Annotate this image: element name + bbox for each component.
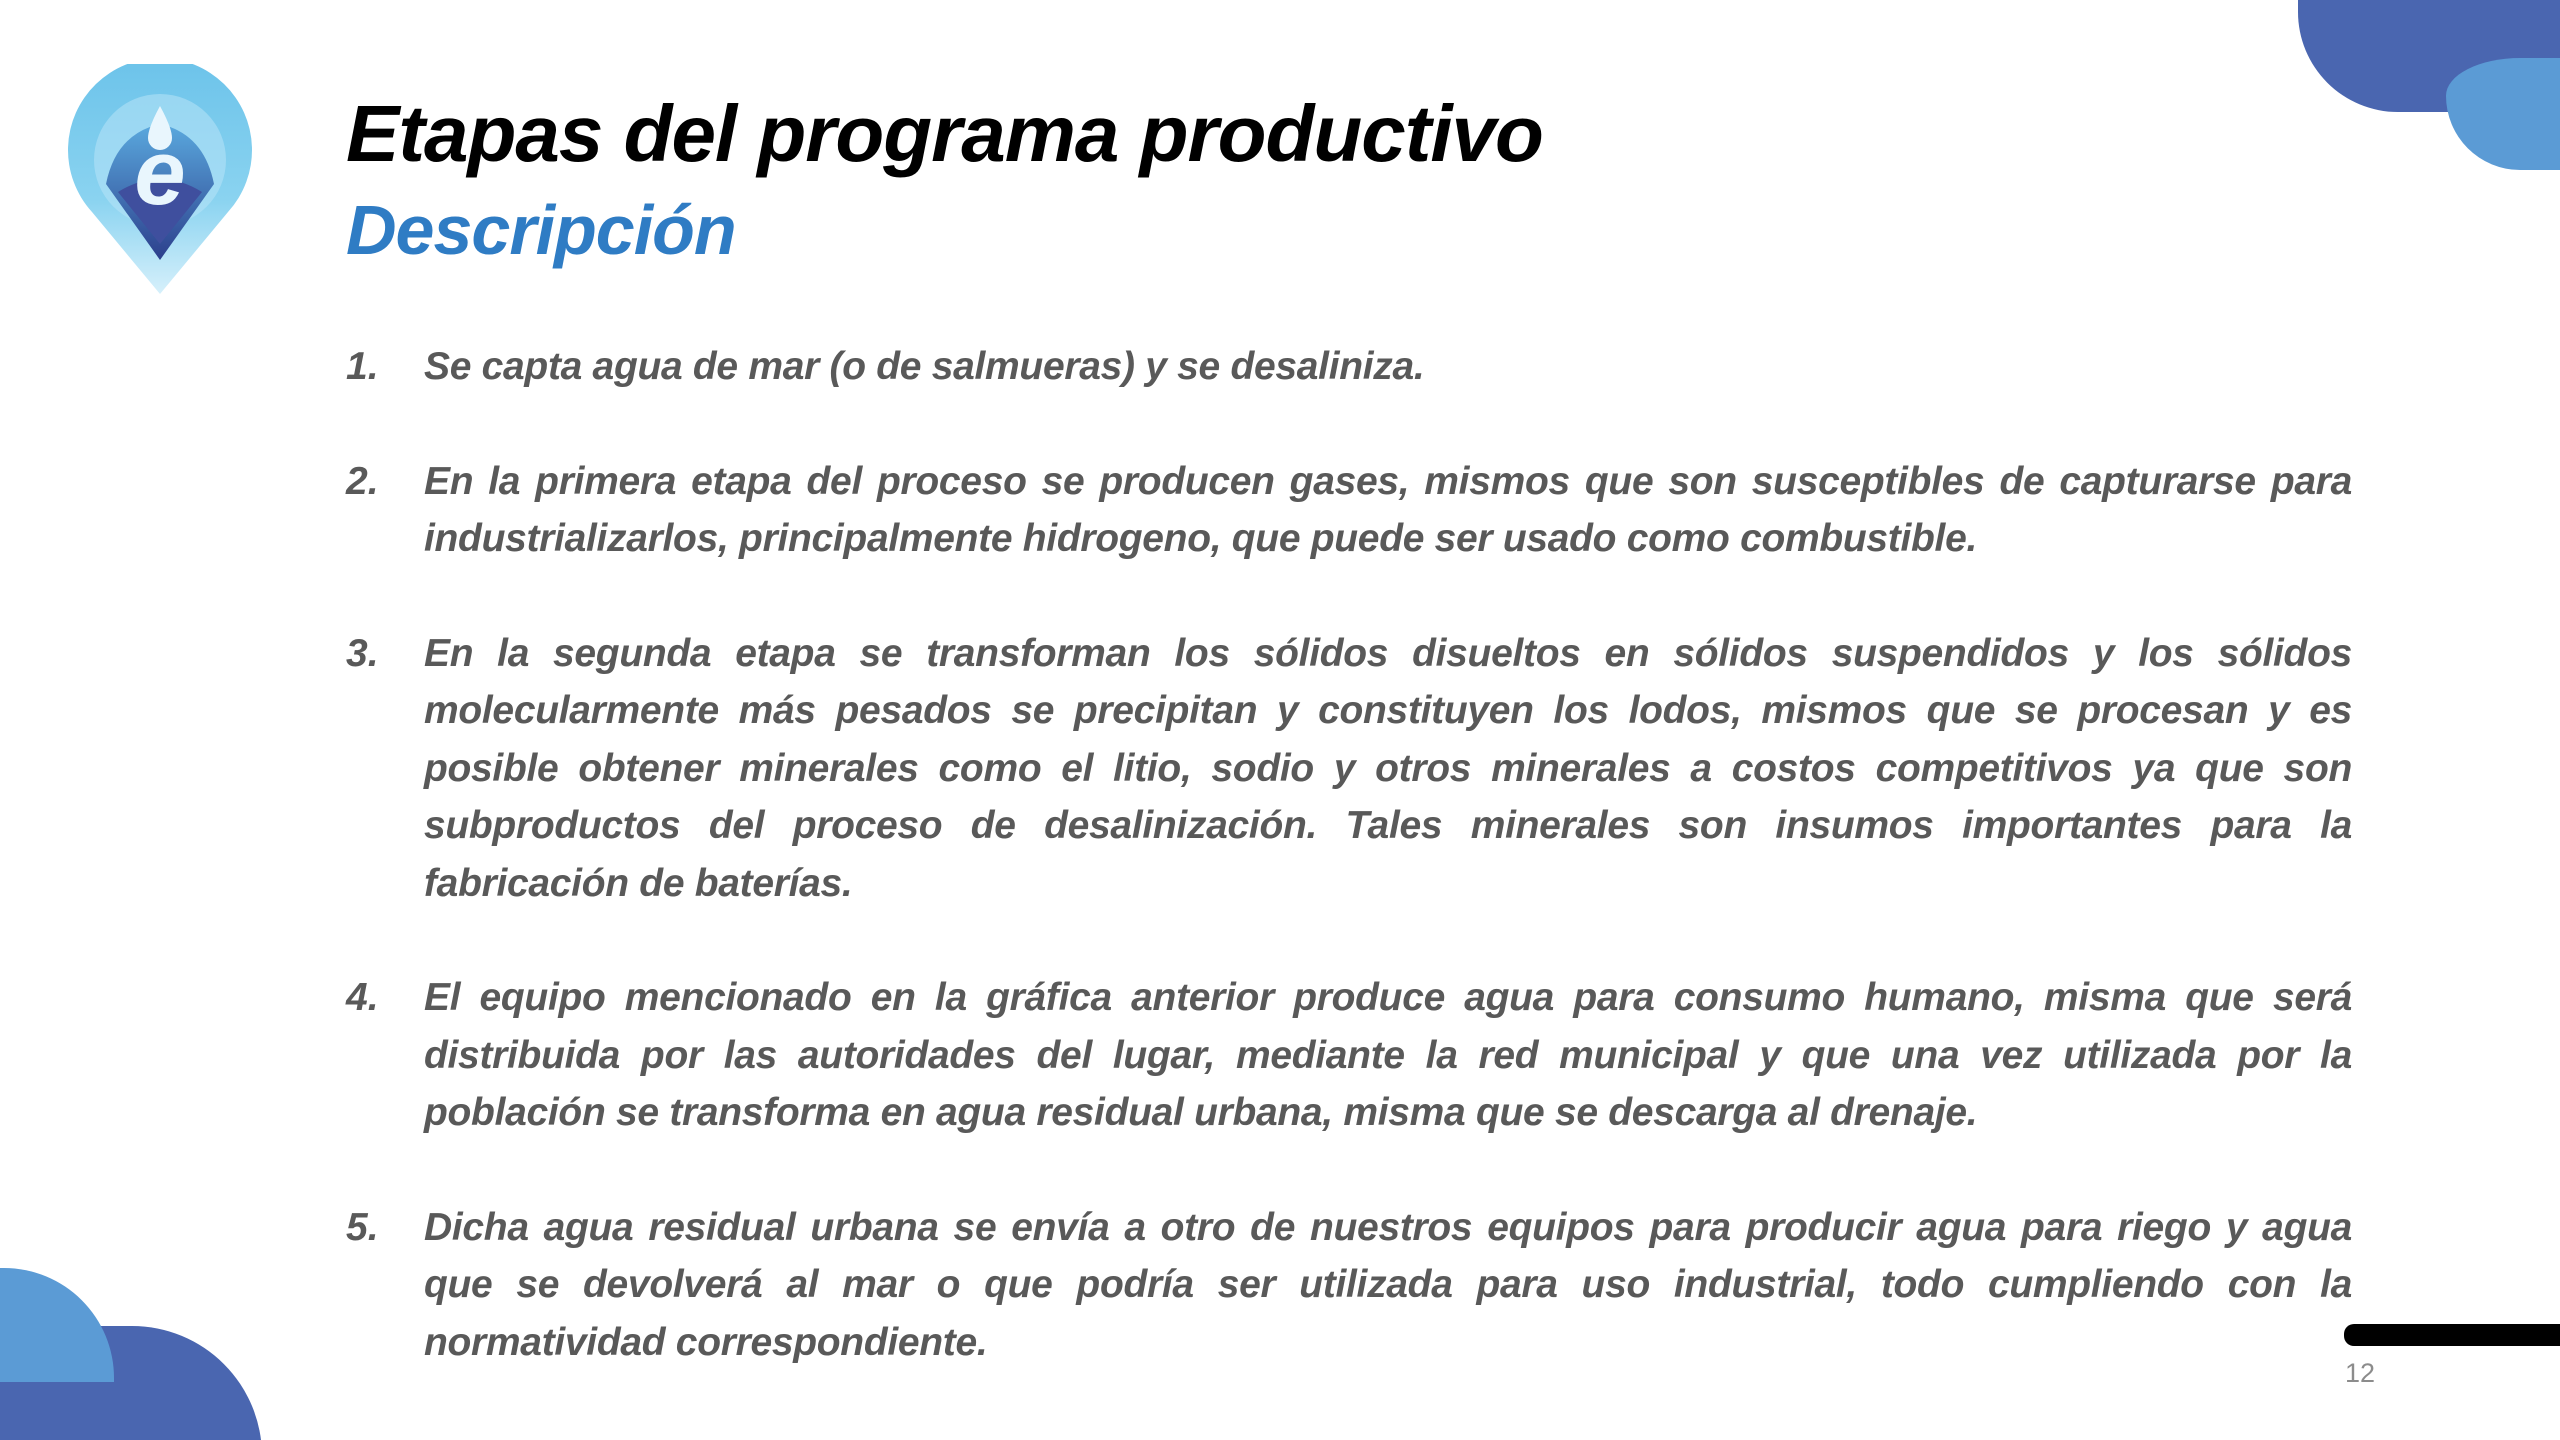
slide-subtitle: Descripción bbox=[346, 191, 736, 269]
corner-decoration-bottom-left-light bbox=[0, 1268, 114, 1382]
list-item bbox=[346, 1199, 2352, 1372]
slide-title: Etapas del programa productivo bbox=[346, 89, 1543, 178]
step-text: Dicha agua residual urbana se envía a otro de nuestros equipos para producir agua para riego y agua que se devolverá al mar o que podría ser utilizada para uso industrial, todo cumpliendo con la normatividad correspondiente. bbox=[424, 1205, 2352, 1364]
step-number: 1. bbox=[346, 345, 379, 388]
svg-text:e: e bbox=[134, 122, 186, 224]
step-number: 5. bbox=[346, 1205, 379, 1249]
list-item bbox=[346, 969, 2352, 1142]
list-item bbox=[346, 453, 2352, 568]
step-number: 4. bbox=[346, 976, 379, 1019]
footer-bar bbox=[2344, 1324, 2560, 1346]
step-text: El equipo mencionado en la gráfica anterior produce agua para consumo humano, misma que será distribuida por las autoridades del lugar, mediante la red municipal y que una vez utilizada por la población se transforma en agua residual urbana, misma que se descarga al drenaje. bbox=[424, 976, 2352, 1134]
list-item bbox=[346, 338, 2352, 396]
step-text: Se capta agua de mar (o de salmueras) y se desaliniza. bbox=[424, 345, 1425, 388]
steps-list bbox=[346, 338, 2352, 1371]
step-number: 3. bbox=[346, 631, 379, 675]
step-text: En la primera etapa del proceso se producen gases, mismos que son susceptibles de capturarse para industrializarlos, principalmente hidrogeno, que puede ser usado como combustible. bbox=[424, 459, 2352, 560]
list-item bbox=[346, 625, 2352, 913]
corner-decoration-top-right-light bbox=[2446, 58, 2560, 170]
step-text: En la segunda etapa se transforman los sólidos disueltos en sólidos suspendidos y los sólidos molecularmente más pesados se precipitan y constituyen los lodos, mismos que se procesan y es posible obtener minerales como el litio, sodio y otros minerales a costos competitivos ya que son subproductos del proceso de desalinización. Tales minerales son insumos importantes para la fabricación de baterías. bbox=[424, 631, 2352, 905]
page-number: 12 bbox=[2344, 1358, 2376, 1388]
water-drop-e-icon bbox=[60, 64, 260, 304]
step-number: 2. bbox=[346, 459, 379, 503]
